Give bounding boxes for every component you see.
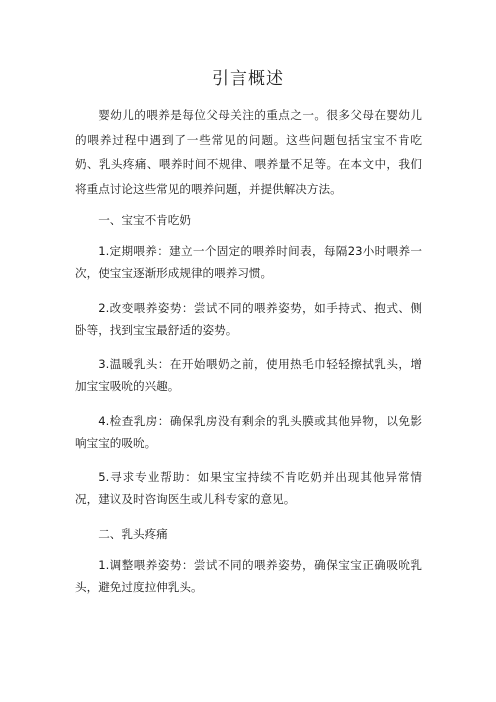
list-item-1-1: 1.定期喂养：建立一个固定的喂养时间表，每隔23小时喂养一次，使宝宝逐渐形成规律的喂养习惯。 — [75, 244, 422, 280]
section-heading-2: 二、乳头疼痛 — [98, 526, 168, 541]
document-title: 引言概述 — [212, 69, 284, 89]
list-item-2-1: 1.调整喂养姿势：尝试不同的喂养姿势，确保宝宝正确吸吮乳头，避免过度拉伸乳头。 — [75, 557, 422, 594]
intro-paragraph: 婴幼儿的喂养是每位父母关注的重点之一。很多父母在婴幼儿的喂养过程中遇到了一些常见的问题。这些问题包括宝宝不肯吃奶、乳头疼痛、喂养时间不规律、喂养量不足等。在本文中，我们将重点讨论这些常见的喂养问题，并提供解决方法。 — [75, 108, 422, 196]
list-item-1-3: 3.温暖乳头：在开始喂奶之前，使用热毛巾轻轻擦拭乳头，增加宝宝吸吮的兴趣。 — [75, 357, 422, 393]
document-body — [75, 103, 422, 610]
list-item-1-2: 2.改变喂养姿势：尝试不同的喂养姿势，如手持式、抱式、侧卧等，找到宝宝最舒适的姿势。 — [75, 300, 422, 337]
list-item-1-4: 4.检查乳房：确保乳房没有剩余的乳头膜或其他异物，以免影响宝宝的吸吮。 — [75, 413, 422, 450]
list-item-1-5: 5.寻求专业帮助：如果宝宝持续不肯吃奶并出现其他异常情况，建议及时咨询医生或儿科专家的意见。 — [75, 470, 422, 506]
section-heading-1: 一、宝宝不肯吃奶 — [98, 213, 191, 227]
